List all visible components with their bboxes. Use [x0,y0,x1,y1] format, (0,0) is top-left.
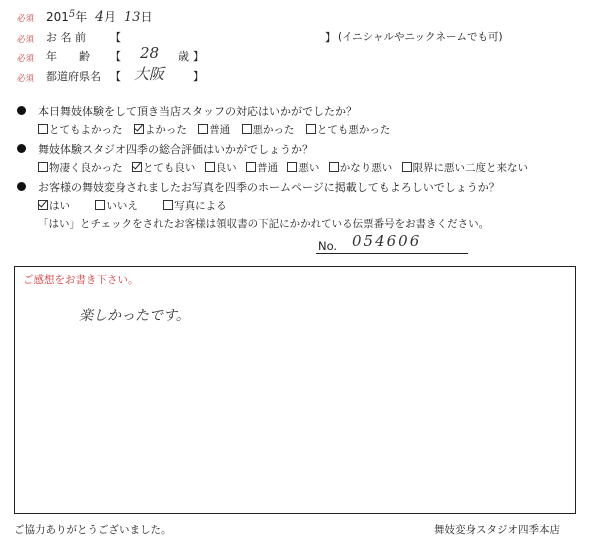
q2-option[interactable] [132,162,196,174]
name-note: (イニシャルやニックネームでも可) [338,31,503,43]
q3-option[interactable] [163,200,227,212]
name-bracket-open: 【 [110,31,121,44]
q1-option-label: よかった [144,124,187,136]
q2-option-label: とても良い [142,162,196,174]
q3-checkbox[interactable] [38,200,48,210]
q1-option-label: 普通 [209,124,231,136]
name-label: お 名 前 [46,31,86,44]
q1-option[interactable] [198,124,230,136]
age-label: 年 齢 [46,50,90,63]
q3-option-label: いいえ [106,200,138,212]
year-hand: 5 [68,9,76,20]
required-mark-date: 必須 [17,14,35,24]
q3-checkbox[interactable] [95,200,105,210]
bullet-q2 [17,144,26,153]
age-value[interactable]: 28 [140,44,160,62]
q2-checkbox[interactable] [402,162,412,172]
age-bracket-close: 】 [193,50,204,63]
bullet-q1 [17,106,26,115]
q3-checkbox[interactable] [163,200,173,210]
q1-option-label: とても悪かった [316,124,391,136]
q2-option-label: 良い [215,162,237,174]
name-bracket-close: 】 [325,31,336,44]
question-1: 本日舞妓体験をして頂き当店スタッフの対応はいかがでしたか？ [38,105,357,118]
q3-option-label: はい [49,200,70,212]
q1-option[interactable] [242,124,295,136]
receipt-note: 「はい」とチェックをされたお客様は領収書の下記にかかれている伝票番号をお書きください。 [38,218,490,230]
q1-checkbox[interactable] [38,124,48,134]
date-field[interactable] [46,8,152,25]
pref-bracket-close: 】 [193,70,204,83]
q2-option-label: かなり悪い [339,162,393,174]
receipt-label: No. [318,239,338,253]
day-hand: 13 [123,10,141,25]
comment-box[interactable] [14,266,576,514]
q2-option-label: 限界に悪い二度と来ない [412,162,529,174]
q1-option[interactable] [134,124,187,136]
q2-option[interactable] [287,162,319,174]
name-input[interactable] [124,28,324,42]
q2-checkbox[interactable] [329,162,339,172]
q2-checkbox[interactable] [287,162,297,172]
q3-option-label: 写真による [174,200,227,212]
q2-checkbox[interactable] [246,162,256,172]
receipt-number[interactable]: 054606 [352,232,422,250]
comment-text[interactable]: 楽しかったです。 [79,308,190,324]
pref-label: 都道府県名 [46,70,101,83]
year-unit: 年 [75,10,88,24]
q2-option[interactable] [205,162,237,174]
q3-option[interactable] [95,200,138,212]
year-prefix: 201 [46,10,69,24]
pref-value[interactable]: 大阪 [134,65,165,83]
q3-options [38,198,227,213]
q2-option[interactable] [246,162,278,174]
q2-checkbox[interactable] [205,162,215,172]
q1-option[interactable] [306,124,391,136]
q1-option-label: とてもよかった [49,124,123,136]
q1-checkbox[interactable] [134,124,144,134]
q2-checkbox[interactable] [132,162,142,172]
q1-checkbox[interactable] [306,124,316,134]
footer-thanks: ご協力ありがとうございました。 [14,524,172,536]
q2-option[interactable] [329,162,393,174]
q1-option-label: 悪かった [252,124,295,136]
question-3: お客様の舞妓変身されましたお写真を四季のホームページに掲載してもよろしいでしょうか？ [38,181,500,194]
q2-checkbox[interactable] [38,162,48,172]
bullet-q3 [17,182,26,191]
q2-option-label: 悪い [298,162,320,174]
receipt-underline [316,253,468,254]
month-hand: 4 [95,9,105,25]
q1-checkbox[interactable] [198,124,208,134]
q2-options [38,160,528,175]
q1-options [38,122,390,137]
question-2: 舞妓体験スタジオ四季の総合評価はいかがでしょうか？ [38,143,313,156]
required-mark-pref: 必須 [17,74,35,84]
q1-checkbox[interactable] [242,124,252,134]
q2-option[interactable] [38,162,123,174]
age-bracket-open: 【 [110,50,121,63]
q2-option-label: 普通 [257,162,279,174]
q2-option-label: 物凄く良かった [49,162,123,174]
required-mark-name: 必須 [17,35,35,45]
q2-option[interactable] [402,162,529,174]
month-unit: 月 [104,10,117,24]
q1-option[interactable] [38,124,123,136]
day-unit: 日 [140,10,153,24]
footer-shop: 舞妓変身スタジオ四季本店 [434,524,560,536]
q3-option[interactable] [38,200,70,212]
age-unit: 歳 [178,50,189,63]
comment-label: ご感想をお書き下さい。 [23,274,139,286]
required-mark-age: 必須 [17,54,35,64]
pref-bracket-open: 【 [110,70,121,83]
